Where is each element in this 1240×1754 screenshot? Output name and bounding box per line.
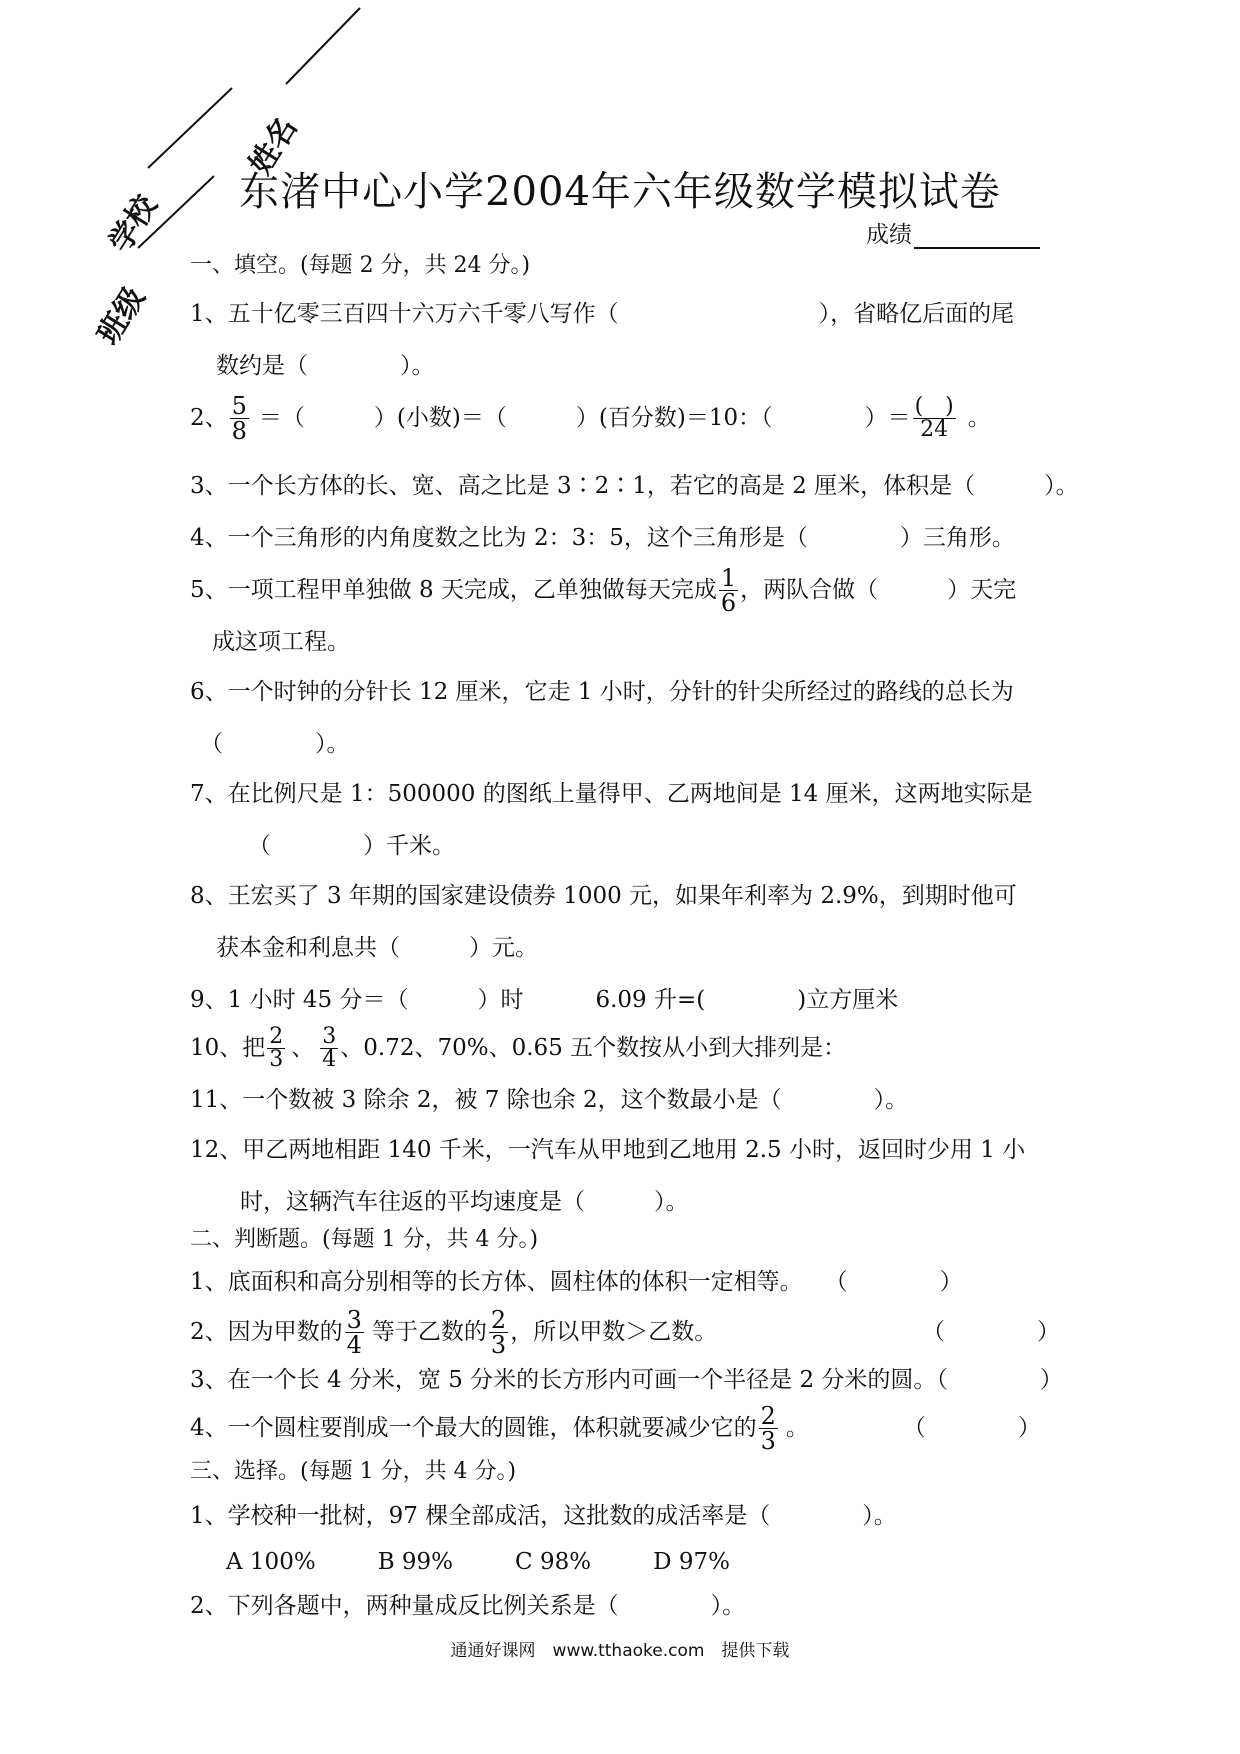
question-2-3: 3、在一个长 4 分米，宽 5 分米的长方形内可画一个半径是 2 分米的圆。（ ） [190,1367,1063,1393]
frac-num: 5 [231,391,247,420]
q2-2-text-b: 等于乙数的 [371,1319,487,1345]
q2-1-text: 1、底面积和高分别相等的长方体、圆柱体的体积一定相等。 [190,1269,803,1295]
frac-den: 3 [760,1426,776,1455]
question-1-11: 11、一个数被 3 除余 2，被 7 除也余 2，这个数最小是（ ）。 [190,1087,909,1113]
question-1-3: 3、一个长方体的长、宽、高之比是 3∶2∶1，若它的高是 2 厘米，体积是（ ）。 [190,473,1079,499]
frac-num: 3 [346,1305,362,1334]
frac-num: 3 [322,1023,337,1049]
frac-den: 4 [322,1046,337,1072]
q2-2-text-c: ，所以甲数＞乙数。 [510,1319,718,1345]
q1-2-end: 。 [967,405,991,431]
class-label: 班级 [90,281,153,351]
question-3-2: 2、下列各题中，两种量成反比例关系是（ ）。 [190,1593,746,1619]
name-line [286,8,360,84]
fraction-1-6 [719,563,738,617]
section-1-heading: 一、填空。(每题 2 分，共 24 分。) [190,253,531,278]
q1-2-text: ＝（ ）(小数)＝（ ）(百分数)＝10：（ ）＝ [258,405,911,431]
score-blank[interactable] [914,221,1040,249]
name-label: 姓名 [242,111,305,181]
school-line [148,88,232,168]
frac-den: 24 [920,416,949,442]
q2-4-text-a: 4、一个圆柱要削成一个最大的圆锥，体积就要减少它的 [190,1415,757,1441]
question-1-4: 4、一个三角形的内角度数之比为 2：3：5，这个三角形是（ ）三角形。 [190,525,1015,551]
question-1-2 [190,391,991,445]
q1-5-text-b: ，两队合做（ ）天完 [740,577,1017,603]
frac-den: 3 [490,1330,507,1359]
question-1-1 [190,298,1060,330]
question-1-8: 8、王宏买了 3 年期的国家建设债券 1000 元，如果年利率为 2.9%，到期时他可 [190,883,1017,909]
frac-num: 2 [490,1305,507,1334]
q2-2-answer-paren[interactable]: （ ） [922,1319,1060,1345]
q1-9-part-a: 9、1 小时 45 分＝（ ）时 [190,987,524,1013]
question-2-4 [190,1401,1060,1455]
q1-10-text-b: 、0.72、70%、0.65 五个数按从小到大排列是： [340,1035,847,1061]
fraction-5-8 [230,391,249,445]
question-1-8-cont: 获本金和利息共（ ）元。 [216,935,538,961]
question-3-1-options [226,1546,730,1578]
frac-num: 2 [269,1023,284,1049]
question-1-7: 7、在比例尺是 1：500000 的图纸上量得甲、乙两地间是 14 厘米，这两地实际是 [190,781,1033,807]
frac-den: 8 [231,416,247,445]
score-label: 成绩 [866,222,912,248]
q2-1-answer-paren[interactable]: （ ） [824,1269,963,1295]
fraction-3-4 [345,1305,364,1359]
school-label: 学校 [102,189,165,259]
question-3-1: 1、学校种一批树，97 棵全部成活，这批数的成活率是（ ）。 [190,1503,897,1529]
fraction-blank-24 [913,393,956,442]
q1-5-text-a: 5、一项工程甲单独做 8 天完成，乙单独做每天完成 [190,577,717,603]
question-1-10 [190,1023,847,1072]
option-b[interactable]: B 99% [377,1549,454,1575]
frac-num: ( ) [914,393,954,419]
q1-10-sep: 、 [291,1035,315,1061]
question-1-12: 12、甲乙两地相距 140 千米，一汽车从甲地到乙地用 2.5 小时，返回时少用 1 小 [190,1137,1026,1163]
fraction-2-3 [267,1023,285,1072]
q1-10-text-a: 10、把 [190,1035,266,1061]
question-1-1-cont: 数约是（ ）。 [216,353,435,379]
question-1-5-cont: 成这项工程。 [212,629,350,655]
q1-9-part-b: 6.09 升=( )立方厘米 [595,987,899,1013]
footer-credit: 通通好课网 www.tthaoke.com 提供下载 [450,1641,790,1661]
section-2-heading: 二、判断题。(每题 1 分，共 4 分。) [190,1227,539,1252]
option-d[interactable]: D 97% [653,1549,730,1575]
section-3-heading: 三、选择。(每题 1 分，共 4 分。) [190,1459,517,1484]
page-title: 东渚中心小学2004年六年级数学模拟试卷 [239,169,1001,215]
frac-num: 2 [760,1401,776,1430]
q2-4-answer-paren[interactable]: （ ） [902,1415,1041,1441]
fraction-2-3 [489,1305,508,1359]
question-1-12-cont: 时，这辆汽车往返的平均速度是（ ）。 [240,1189,689,1215]
question-2-1 [190,1266,963,1298]
frac-num: 1 [720,563,737,592]
q2-2-text-a: 2、因为甲数的 [190,1319,343,1345]
question-1-5 [190,563,1017,617]
question-2-2 [190,1305,1060,1359]
frac-den: 6 [720,588,737,617]
fraction-3-4 [320,1023,338,1072]
question-1-9 [190,984,898,1016]
q2-4-text-b: 。 [785,1415,809,1441]
score-field [866,216,1040,249]
q1-2-number: 2、 [190,405,228,431]
q1-1-text-b: ），省略亿后面的尾 [818,301,1015,327]
question-1-6-cont: （ ）。 [200,731,350,757]
question-1-6: 6、一个时钟的分针长 12 厘米，它走 1 小时，分针的针尖所经过的路线的总长为 [190,679,1014,705]
frac-den: 3 [269,1046,284,1072]
q1-1-text-a: 1、五十亿零三百四十六万六千零八写作（ [190,301,619,327]
fraction-2-3 [759,1401,778,1455]
option-c[interactable]: C 98% [515,1549,592,1575]
option-a[interactable]: A 100% [226,1549,316,1575]
question-1-7-cont: （ ）千米。 [248,833,455,859]
frac-den: 4 [346,1330,362,1359]
